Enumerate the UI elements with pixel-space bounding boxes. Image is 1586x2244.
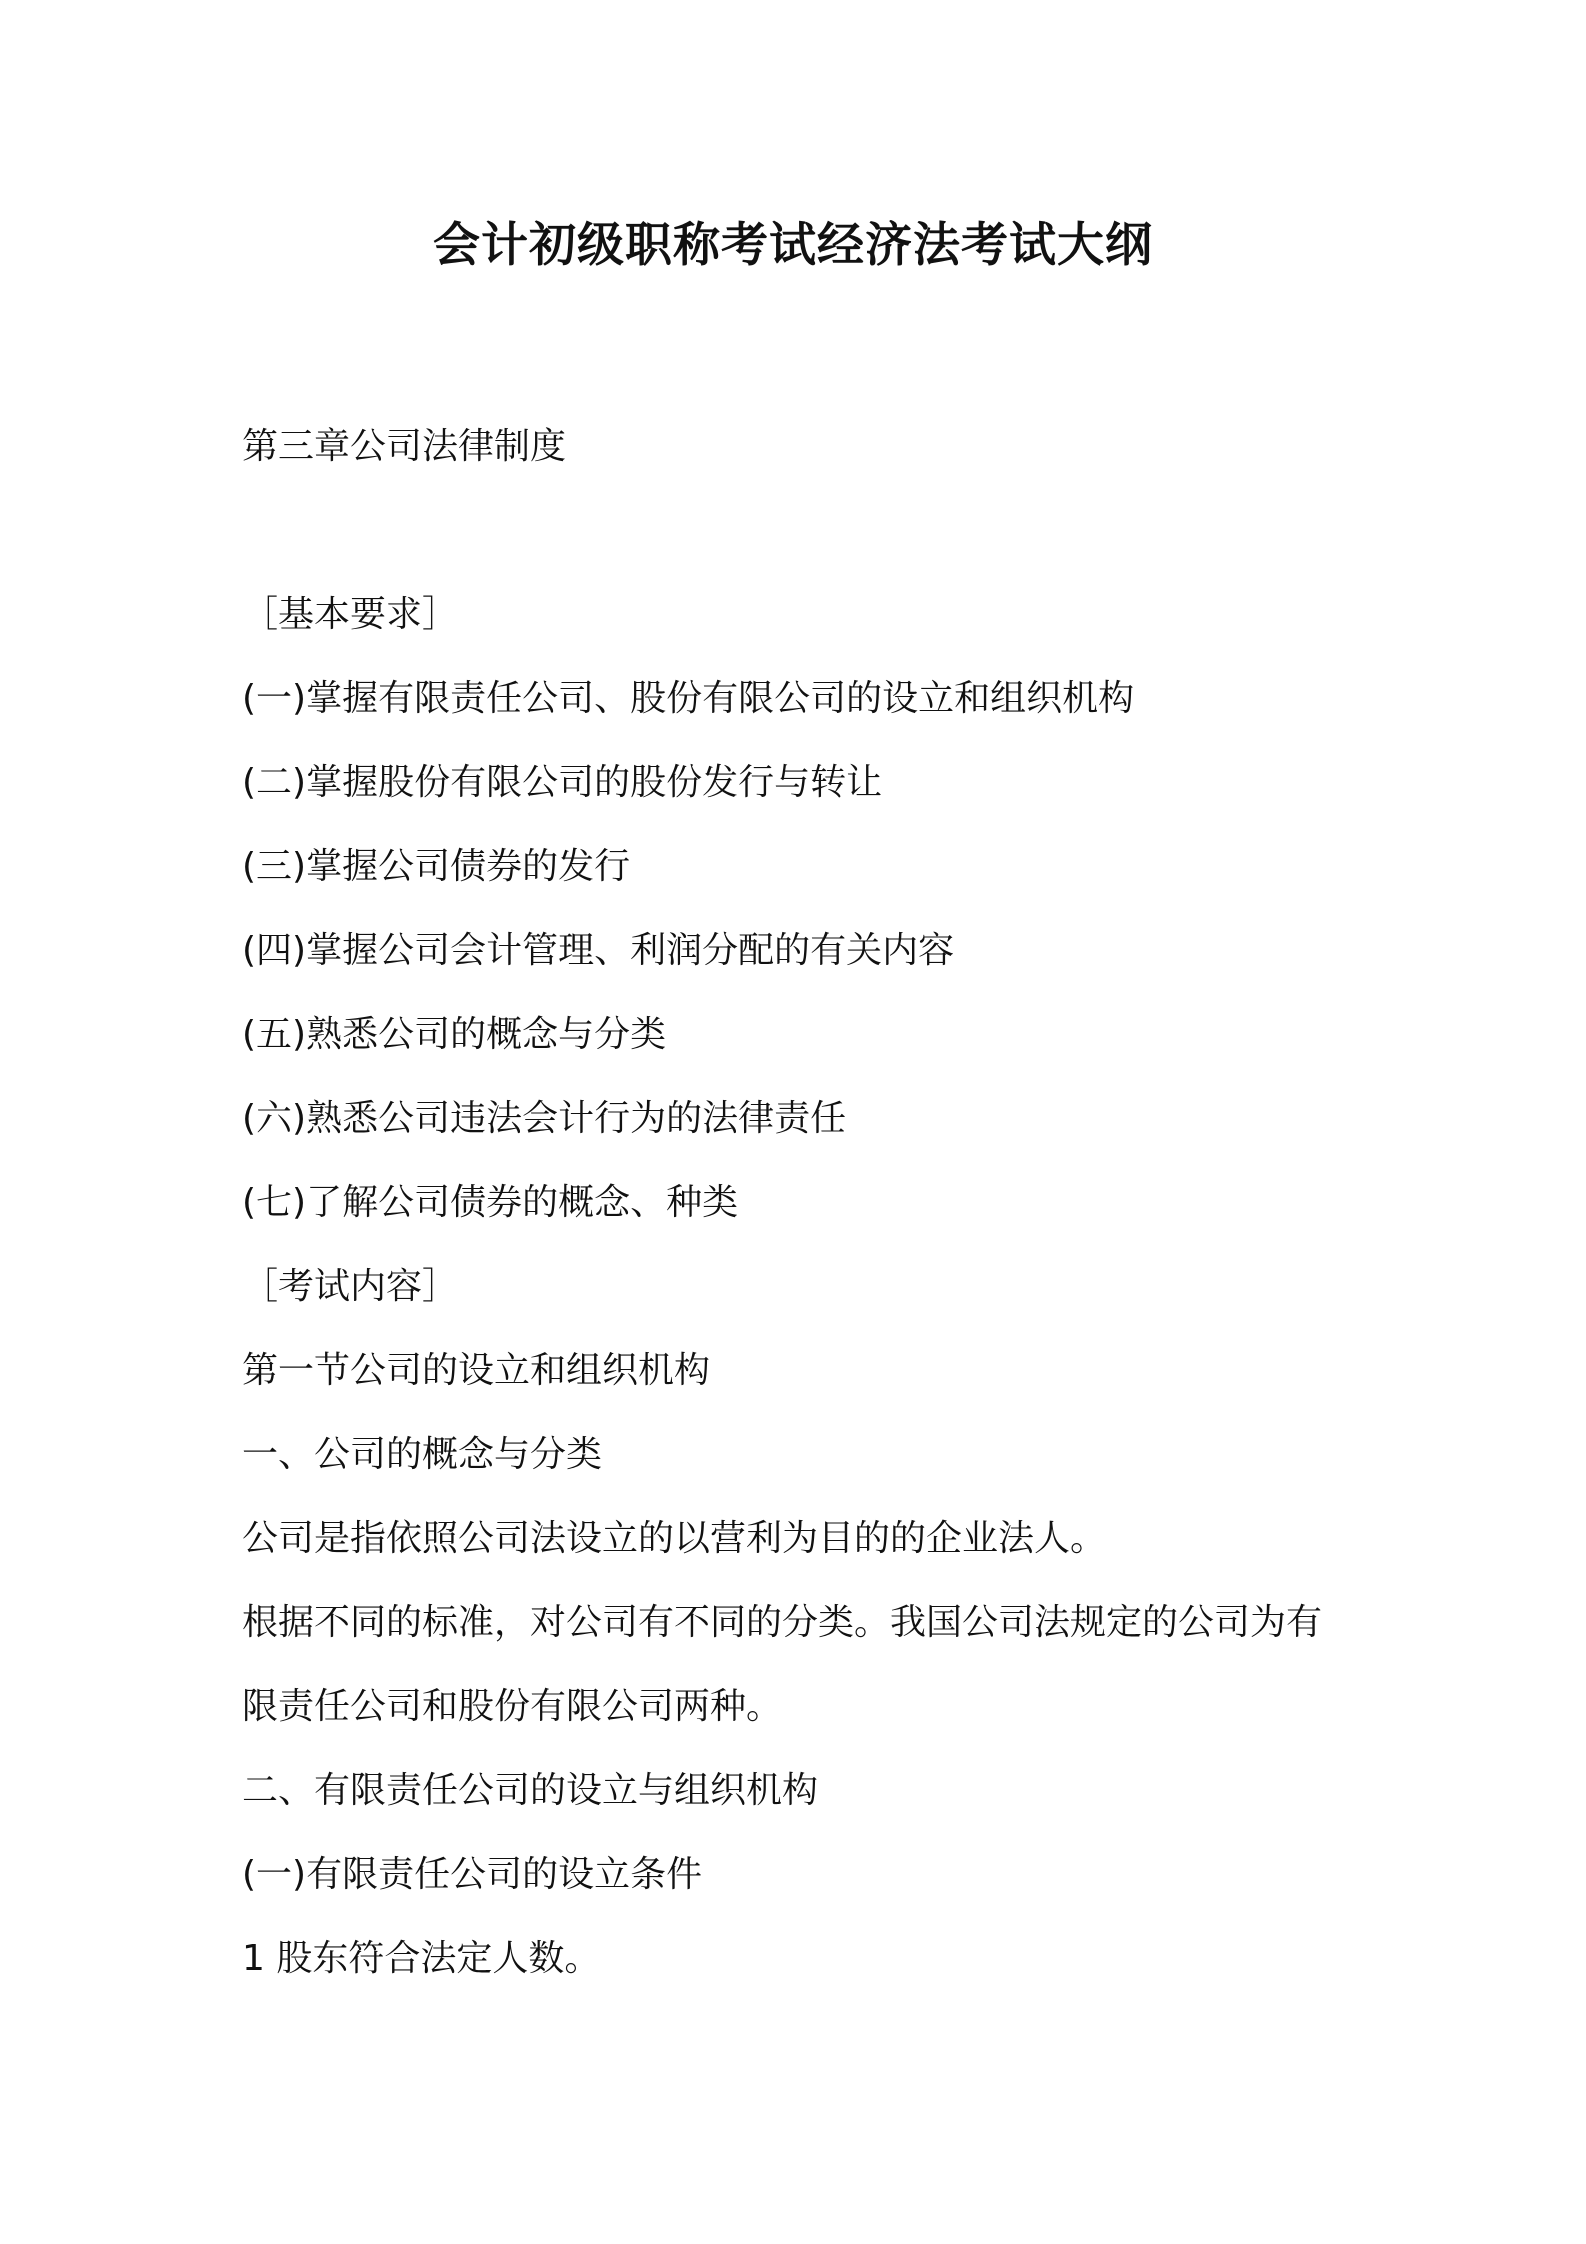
document-title: 会计初级职称考试经济法考试大纲 <box>433 218 1153 273</box>
chapter-heading: 第三章公司法律制度 <box>242 426 567 467</box>
paragraph-line: 根据不同的标准，对公司有不同的分类。我国公司法规定的公司为有 <box>242 1602 1323 1643</box>
subsection-heading: 二、有限责任公司的设立与组织机构 <box>242 1770 819 1811</box>
section-label-basic-requirements: ［基本要求］ <box>242 594 459 635</box>
requirement-item: (三)掌握公司债券的发行 <box>242 846 631 887</box>
requirement-item: (一)掌握有限责任公司、股份有限公司的设立和组织机构 <box>242 678 1135 719</box>
subsection-heading: 一、公司的概念与分类 <box>242 1434 603 1475</box>
item-heading: (一)有限责任公司的设立条件 <box>242 1854 703 1895</box>
requirement-item: (四)掌握公司会计管理、利润分配的有关内容 <box>242 930 955 971</box>
requirement-item: (七)了解公司债券的概念、种类 <box>242 1182 739 1223</box>
paragraph-line: 公司是指依照公司法设立的以营利为目的的企业法人。 <box>242 1518 1107 1559</box>
requirement-item: (二)掌握股份有限公司的股份发行与转让 <box>242 762 883 803</box>
requirement-item: (五)熟悉公司的概念与分类 <box>242 1014 667 1055</box>
numbered-item: 1 股东符合法定人数。 <box>242 1938 601 1979</box>
section-label-exam-content: ［考试内容］ <box>242 1266 459 1307</box>
paragraph-line: 限责任公司和股份有限公司两种。 <box>242 1686 783 1727</box>
document-body <box>242 405 1382 2001</box>
requirement-item: (六)熟悉公司违法会计行为的法律责任 <box>242 1098 847 1139</box>
blank-line <box>242 489 1382 573</box>
section-heading: 第一节公司的设立和组织机构 <box>242 1350 711 1391</box>
